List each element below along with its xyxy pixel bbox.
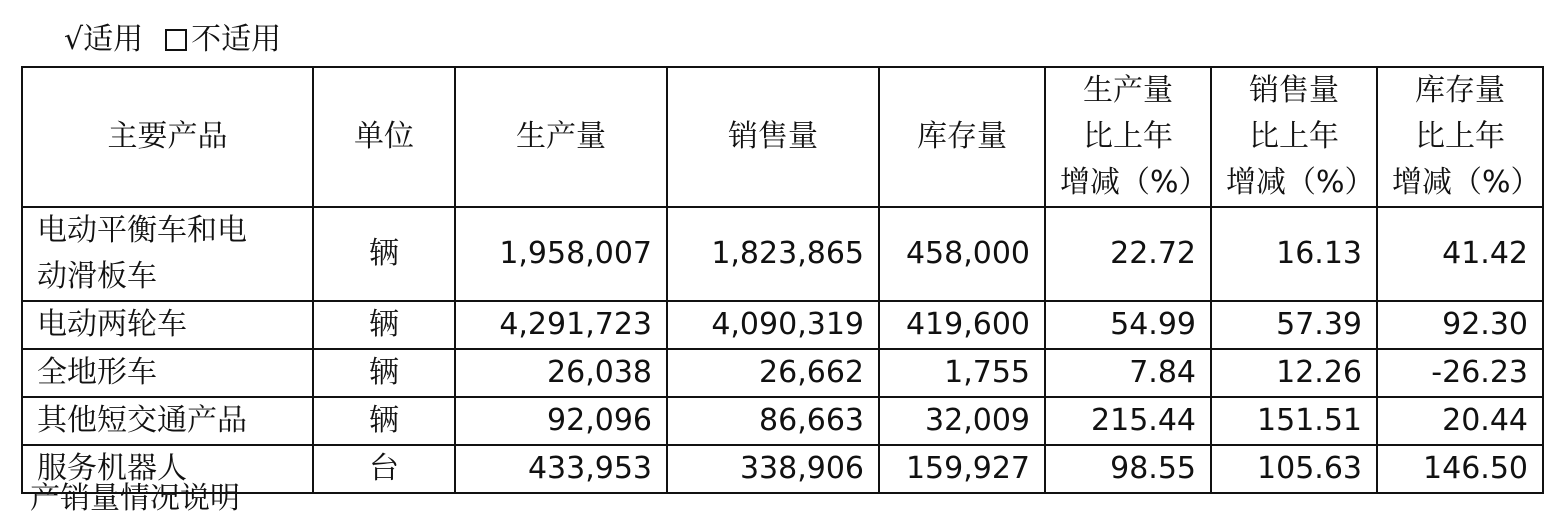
inventory-cell: 419,600	[879, 301, 1045, 349]
header-inventory-change: 库存量 比上年 增减（%）	[1377, 67, 1543, 207]
empty-checkbox-icon	[165, 29, 187, 51]
production-cell: 433,953	[455, 445, 667, 493]
bottom-cut-off-text	[30, 481, 330, 516]
unit-cell: 辆	[313, 301, 455, 349]
inventory-cell: 32,009	[879, 397, 1045, 445]
header-inventory: 库存量	[879, 67, 1045, 207]
applicable-label: 适用	[83, 22, 144, 57]
check-mark-icon: √	[64, 22, 84, 57]
production-sales-table	[21, 66, 1544, 494]
unit-cell: 辆	[313, 349, 455, 397]
inventory-cell: 1,755	[879, 349, 1045, 397]
production-cell: 4,291,723	[455, 301, 667, 349]
sales-change-cell: 12.26	[1211, 349, 1377, 397]
inventory-change-cell: -26.23	[1377, 349, 1543, 397]
sales-cell: 1,823,865	[667, 207, 879, 301]
production-change-cell: 215.44	[1045, 397, 1211, 445]
product-name: 电动平衡车和电 动滑板车	[22, 207, 313, 301]
inventory-change-cell: 20.44	[1377, 397, 1543, 445]
table-row	[22, 349, 1543, 397]
header-sales: 销售量	[667, 67, 879, 207]
sales-change-cell: 151.51	[1211, 397, 1377, 445]
table-row	[22, 207, 1543, 301]
inventory-change-cell: 146.50	[1377, 445, 1543, 493]
unit-cell: 辆	[313, 397, 455, 445]
production-change-cell: 7.84	[1045, 349, 1211, 397]
unit-cell: 辆	[313, 207, 455, 301]
product-name: 全地形车	[22, 349, 313, 397]
header-product: 主要产品	[22, 67, 313, 207]
inventory-change-cell: 41.42	[1377, 207, 1543, 301]
inventory-cell: 458,000	[879, 207, 1045, 301]
sales-cell: 86,663	[667, 397, 879, 445]
product-name: 电动两轮车	[22, 301, 313, 349]
header-production-change: 生产量 比上年 增减（%）	[1045, 67, 1211, 207]
cut-off-heading: 产销量情况说明	[30, 481, 240, 516]
product-name: 其他短交通产品	[22, 397, 313, 445]
sales-cell: 338,906	[667, 445, 879, 493]
unit-cell: 台	[313, 445, 455, 493]
sales-change-cell: 16.13	[1211, 207, 1377, 301]
table-row	[22, 397, 1543, 445]
table-row	[22, 301, 1543, 349]
sales-change-cell: 57.39	[1211, 301, 1377, 349]
production-change-cell: 54.99	[1045, 301, 1211, 349]
production-cell: 26,038	[455, 349, 667, 397]
header-production: 生产量	[455, 67, 667, 207]
sales-cell: 26,662	[667, 349, 879, 397]
production-change-cell: 98.55	[1045, 445, 1211, 493]
header-sales-change: 销售量 比上年 增减（%）	[1211, 67, 1377, 207]
inventory-change-cell: 92.30	[1377, 301, 1543, 349]
not-applicable-label: 不适用	[191, 22, 282, 57]
production-change-cell: 22.72	[1045, 207, 1211, 301]
sales-cell: 4,090,319	[667, 301, 879, 349]
inventory-cell: 159,927	[879, 445, 1045, 493]
header-unit: 单位	[313, 67, 455, 207]
production-cell: 1,958,007	[455, 207, 667, 301]
production-cell: 92,096	[455, 397, 667, 445]
table-header-row	[22, 67, 1543, 207]
applicability-line	[64, 20, 281, 60]
product-name: 服务机器人	[22, 445, 313, 493]
sales-change-cell: 105.63	[1211, 445, 1377, 493]
